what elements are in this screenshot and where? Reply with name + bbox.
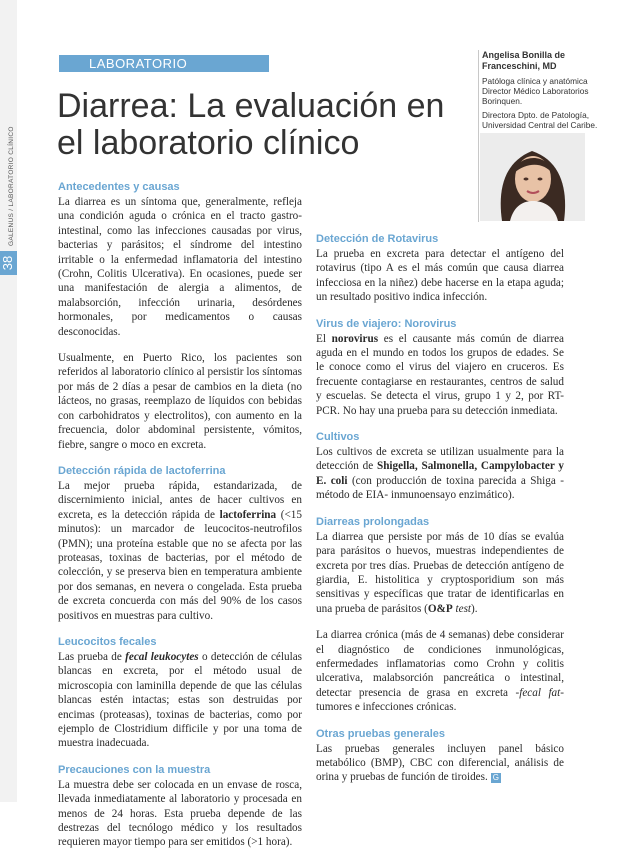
leucocitos-paragraph: Las prueba de fecal leukocytes o detección de células blancas en excreta, por el método usual de microscopia con laminilla depende de que las células blancas estén intactas; estas son destruidas por encimas (proteasas), toxinas de bacterias, como por ejemplo de Clostridium difficile y por una toma de muestra inadecuada.: [58, 650, 303, 750]
precauciones-paragraph: La muestra debe ser colocada en un envase de rosca, llevada inmediatamente al laboratorio y procesada en menos de 24 horas. Esta prueba depende de las destrezas del tecnólogo médico y los resultados requieren mayor tiempo para ser emitidos (>1 hora).: [58, 778, 302, 849]
heading-antecedentes: Antecedentes y causas: [58, 181, 180, 193]
end-of-article-icon: G: [492, 772, 499, 782]
heading-rotavirus: Detección de Rotavirus: [316, 233, 439, 245]
left-column: [58, 180, 302, 862]
section-label: LABORATORIO: [59, 55, 269, 72]
author-photo: [480, 133, 585, 221]
heading-lactoferrina: Detección rápida de lactoferrina: [58, 464, 226, 477]
article-title: Diarrea: La evaluación en el laboratorio clínico: [57, 87, 445, 162]
heading-cultivos: Cultivos: [316, 431, 360, 444]
lactoferrina-paragraph: La mejor prueba rápida, estandarizada, de discernimiento inicial, antes de hacer cultivos en excreta, es la detección rápida de lactoferrina (<15 minutos): un marcador de leucocitos-neutrofilos (PMN); una proteína estable que no se afecta por las proteasas, toxinas de bacterias, por el método de colección, y se preserva bien en temperatura ambiente por dos semanas, en nevera o congelada. Esta prueba de excreta concuerda con más del 90% de los casos positivos en muestras para cultivo.: [58, 479, 302, 622]
author-affiliation: Directora Dpto. de Patología, Universidad Central del Caribe.: [482, 110, 598, 130]
author-name: Angelisa Bonilla de Franceschini, MD: [482, 50, 566, 71]
running-head: GALENUS / LABORATORIO CLÍNICO: [8, 126, 15, 246]
prolongadas-paragraph-1: La diarrea que persiste por más de 10 días se evalúa para parásitos o huevos, muestras independientes de excreta por tres días. Pruebas de detección antígeno de giardia, E. histolitica y cryptosporidium son más sensitivas y específicas que tratar de identificarlas en una prueba de parásitos (O&P test).: [316, 530, 564, 615]
heading-leucocitos: Leucocitos fecales: [58, 635, 157, 648]
rotavirus-paragraph: La prueba en excreta para detectar el antígeno del rotavirus (tipo A es el más común que causa diarrea infecciosa en la niñez) debe hacerse en la etapa aguda; un resultado positivo indica infección.: [316, 248, 564, 304]
author-box: [482, 50, 612, 134]
page-number: 38: [0, 251, 17, 275]
heading-otras: Otras pruebas generales: [316, 727, 446, 740]
norovirus-paragraph: El norovirus es el causante más común de diarrea aguda en el mundo en todos los grupos de edades. Se le conoce como el virus del viajero en cruceros. Es frecuente contagiarse en restaurantes, centros de salud y escuelas. Se detecta el virus, grupo 1 y 2, por RT-PCR. No hay una prueba para su detección inmediata.: [316, 332, 564, 417]
right-column: [316, 232, 564, 797]
author-roles: Patóloga clínica y anatómica Director Médico Laboratorios Borinquen.: [482, 76, 589, 106]
heading-prolongadas: Diarreas prolongadas: [316, 515, 430, 528]
author-portrait-image: [480, 133, 585, 221]
heading-precauciones: Precauciones con la muestra: [58, 763, 211, 776]
antecedentes-paragraph-1: La diarrea es un síntoma que, generalmente, refleja una condición aguda o crónica en el tracto gastro-intestinal, como las infecciones causadas por virus, bacterias y parásitos; el síndrome del intestino irritable o la enfermedad inflamatoria del intestino (Crohn, Colitis Ulcerativa). En ocasiones, puede ser una manifestación de alergia a alimentos, de malabsorción, infección urinaria, desórdenes hormonales, por medicamentos o causas desconocidas.: [58, 196, 302, 338]
cultivos-paragraph: Los cultivos de excreta se utilizan usualmente para la detección de Shigella, Salmonella, Campylobacter y E. coli (con producción de toxina parecida a Shiga -método de EIA- inmunoensayo enzimático).: [316, 446, 564, 502]
heading-norovirus: Virus de viajero: Norovirus: [316, 317, 457, 330]
antecedentes-paragraph-2: Usualmente, en Puerto Rico, los pacientes son referidos al laboratorio clínico al persistir los síntomas por más de 2 días a pesar de cambios en la dieta (no lácteos, no grasas, reemplazo de líquidos con bebidas con carbohidratos y electrolitos), con aumento en la frecuencia, dolor abdominal persistente, vómitos, fiebre, sangre o moco en excreta.: [58, 352, 302, 451]
otras-paragraph: Las pruebas generales incluyen panel básico metabólico (BMP), CBC con diferencial, análisis de orina y pruebas de función de tiroides. G: [316, 742, 564, 784]
author-divider: [478, 50, 479, 222]
page-sidebar: [0, 0, 17, 802]
prolongadas-paragraph-2: La diarrea crónica (más de 4 semanas) debe considerar el diagnóstico de condiciones inmunológicas, enfermedades inflamatorias como Crohn y colitis ulcerativa, malabsorción pancreática o intestinal, detectar presencia de grasa en excreta -fecal fat- tumores e infecciones crónicas.: [316, 629, 564, 714]
